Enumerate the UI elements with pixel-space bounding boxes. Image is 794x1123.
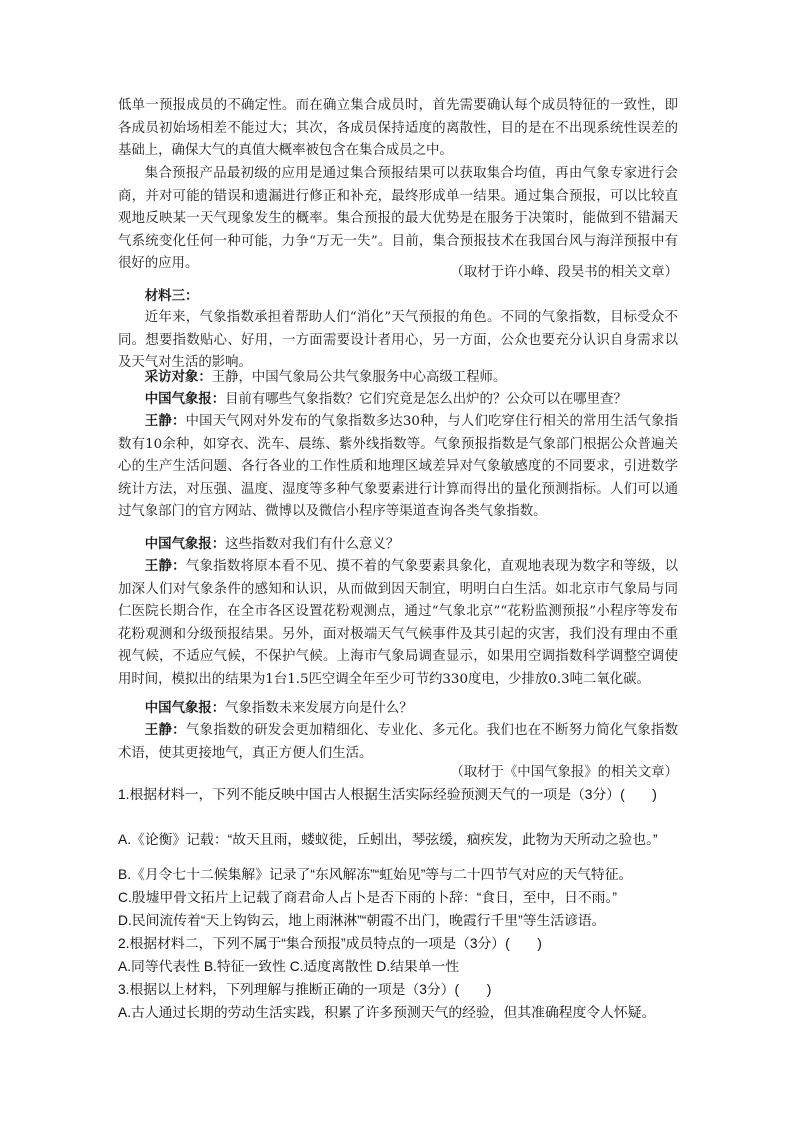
answer-2-text: 气象指数将原本看不见、摸不着的气象要素具象化，直观地表现为数字和等级，以加深人们对气象条件的感知和认识，从而做到因天制宜，明明白白生活。如北京市气象局与同仁医院长期合作，在全市各区设置花粉观测点，通过“气象北京”“花粉监测预报”小程序等发布花粉观测和分级预报结果。另外，面对极端天气气候事件及其引起的灾害，我们没有理由不重视气候，不适应气候，不保护气候。上海市气象局调查显示，如果用空调指数科学调整空调使用时间，模拟出的结果为1台1.5匹空调全年至少可节约330度电，少排放0.3吨二氧化碳。 — [118, 559, 679, 687]
exam-question-3-stem: 3.根据以上材料，下列理解与推断正确的一项是（3分）( ) — [118, 982, 492, 997]
question-2-line — [118, 533, 678, 557]
question-2-text: 这些指数对我们有什么意义？ — [225, 537, 400, 552]
interviewee-label: 采访对象： — [144, 369, 212, 385]
question-1-text: 目前有哪些气象指数？它们究竟是怎么出炉的？公众可以在哪里查？ — [225, 392, 627, 407]
question-3-label: 中国气象报： — [144, 700, 226, 716]
material3-source: （取材于《中国气象报》的相关文章） — [450, 765, 678, 780]
answer-2-paragraph — [118, 555, 678, 692]
material3-heading: 材料三： — [144, 288, 199, 304]
question-1-line — [118, 388, 678, 412]
material3-intro: 近年来，气象指数承担着帮助人们“消化”天气预报的角色。不同的气象指数，目标受众不同。想要指数贴心、好用，一方面需要设计者用心，另一方面，公众也要充分认识自身需求以及天气对生活的影响。 — [118, 310, 678, 371]
interviewee-line — [118, 366, 678, 390]
material2-paragraph-2: 集合预报产品最初级的应用是通过集合预报结果可以获取集合均值，再由气象专家进行会商，并对可能的错误和遗漏进行修正和补充，最终形成单一结果。通过集合预报，可以比较直观地反映某一天气现象发生的概率。集合预报的最大优势是在服务于决策时，能做到不错漏天气系统变化任何一种可能，力争“万无一失”。目前，集合预报技术在我国台风与海洋预报中有很好的应用。 — [118, 166, 678, 272]
answer-1-label: 王静： — [144, 413, 186, 429]
answer-3-label: 王静： — [144, 722, 186, 738]
answer-2-label: 王静： — [144, 558, 186, 574]
exam-question-2-stem: 2.根据材料二，下列不属于“集合预报”成员特点的一项是（3分）( ) — [118, 936, 542, 951]
answer-3-paragraph — [118, 719, 678, 765]
interviewee-text: 王静，中国气象局公共气象服务中心高级工程师。 — [211, 370, 507, 385]
exam-question-3-option-a: A.古人通过长期的劳动生活实践，积累了许多预测天气的经验，但其准确程度令人怀疑。 — [118, 1005, 656, 1020]
exam-question-1-option-a: A.《论衡》记载：“故天且雨，蝼蚁徙，丘蚓出，琴弦缓，痼疾发，此物为天所动之验也。” — [118, 832, 658, 847]
material2-paragraph-1: 低单一预报成员的不确定性。而在确立集合成员时，首先需要确认每个成员特征的一致性，即各成员初始场相差不能过大；其次，各成员保持适度的离散性，目的是在不出现系统性误差的基础上，确保大气的真值大概率被包含在集合成员之中。 — [118, 98, 678, 159]
material2-source: （取材于许小峰、段昊书的相关文章） — [450, 265, 678, 280]
question-1-label: 中国气象报： — [144, 391, 226, 407]
answer-1-text: 中国天气网对外发布的气象指数多达30种，与人们吃穿住行相关的常用生活气象指数有10余种，如穿衣、洗车、晨练、紫外线指数等。气象预报指数是气象部门根据公众普遍关心的生产生活问题、各行各业的工作性质和地理区域差异对气象敏感度的不同要求，引进数学统计方法，对压强、温度、湿度等多种气象要素进行计算而得出的量化预测指标。人们可以通过气象部门的官方网站、微博以及微信小程序等渠道查询各类气象指数。 — [118, 414, 678, 520]
exam-question-1-option-c: C.殷墟甲骨文拓片上记载了商君命人占卜是否下雨的卜辞：“食日，至中，日不雨。” — [118, 890, 617, 905]
question-2-label: 中国气象报： — [144, 536, 226, 552]
exam-question-1-stem: 1.根据材料一，下列不能反映中国古人根据生活实际经验预测天气的一项是（3分）( ) — [118, 787, 657, 802]
exam-question-1-option-d: D.民间流传着“天上钩钩云，地上雨淋淋”“朝霞不出门，晚霞行千里”等生活谚语。 — [118, 913, 606, 928]
exam-question-1-option-b: B.《月令七十二候集解》记录了“东风解冻”“虹始见”等与二十四节气对应的天气特征。 — [118, 867, 633, 882]
question-3-line — [118, 697, 678, 721]
answer-1-paragraph — [118, 410, 678, 524]
question-3-text: 气象指数未来发展方向是什么？ — [225, 701, 413, 716]
answer-3-text: 气象指数的研发会更加精细化、专业化、多元化。我们也在不断努力简化气象指数术语，使其更接地气，真正方便人们生活。 — [118, 723, 679, 761]
exam-question-2-options: A.同等代表性 B.特征一致性 C.适度离散性 D.结果单一性 — [118, 959, 460, 974]
